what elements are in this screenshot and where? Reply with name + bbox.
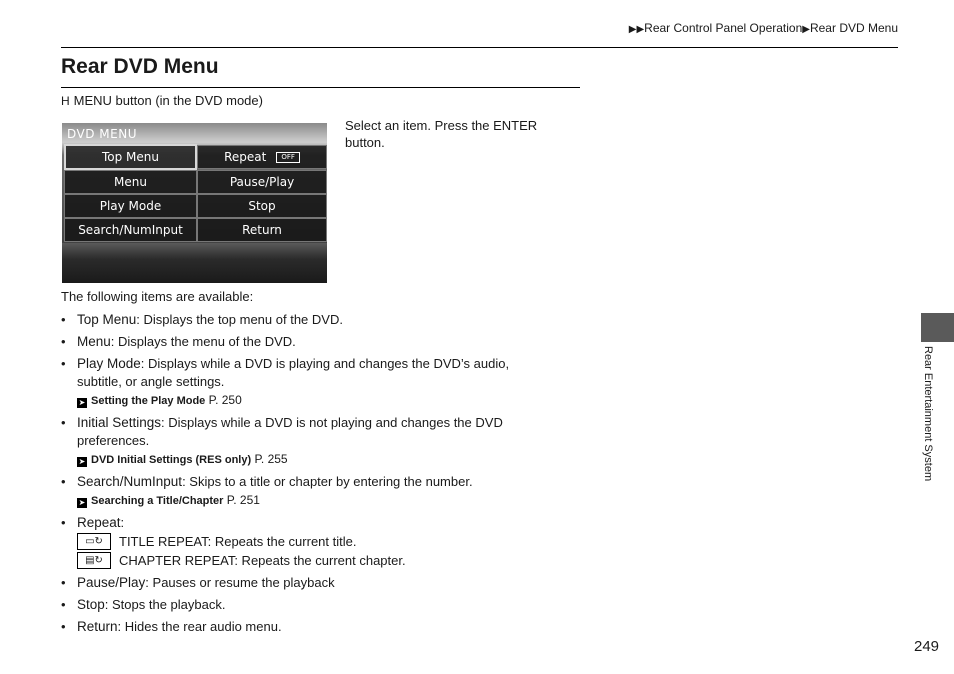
section-label: Rear Entertainment System — [922, 346, 934, 482]
screen-button-repeat — [197, 145, 327, 169]
list-item: • Pause/Play: Pauses or resume the playback — [61, 575, 335, 590]
items-list — [61, 311, 551, 640]
cross-reference-link[interactable]: ➤ DVD Initial Settings (RES only) P. 255 — [78, 452, 288, 466]
screen-button-menu: Menu — [64, 170, 197, 194]
menu-note-text: MENU button (in the DVD mode) — [73, 93, 263, 108]
reference-arrow-icon: ➤ — [78, 498, 86, 507]
hotkey-icon: H — [61, 94, 70, 108]
list-item: • Search/NumInput: Skips to a title or chapter by entering the number. ➤ Searching a Title/Chapter P. 251 — [61, 473, 551, 510]
screen-background — [62, 243, 327, 283]
screen-button-stop: Stop — [197, 194, 327, 218]
screen-button-play-mode: Play Mode — [64, 194, 197, 218]
screen-button-search: Search/NumInput — [64, 218, 197, 242]
breadcrumb — [629, 21, 898, 35]
section-tab[interactable] — [921, 313, 954, 342]
title-divider — [61, 87, 580, 88]
breadcrumb-page: Rear DVD Menu — [809, 21, 898, 35]
menu-button-note — [61, 93, 263, 108]
screen-button-pause-play: Pause/Play — [197, 170, 327, 194]
screen-button-return: Return — [197, 218, 327, 242]
list-item: • Top Menu: Displays the top menu of the DVD. — [61, 312, 343, 327]
page-number: 249 — [914, 638, 940, 655]
breadcrumb-arrow-icon: ▶▶ — [628, 24, 645, 35]
chapter-repeat-icon: ▤↻ — [77, 552, 111, 569]
cross-reference-link[interactable]: ➤ Searching a Title/Chapter P. 251 — [78, 493, 260, 507]
header-divider — [61, 47, 898, 48]
list-item: • Return: Hides the rear audio menu. — [61, 619, 282, 634]
list-item: • Initial Settings: Displays while a DVD is not playing and changes the DVD preferences. ➤ DVD Initial Settings (RES only) P. 255 — [61, 414, 551, 469]
reference-arrow-icon: ➤ — [78, 398, 86, 407]
intro-text: The following items are available: — [61, 289, 254, 304]
screen-title: DVD MENU — [67, 127, 137, 141]
breadcrumb-arrow-icon: ▶ — [802, 24, 810, 35]
cross-reference-link[interactable]: ➤ Setting the Play Mode P. 250 — [78, 393, 242, 407]
instruction-text: Select an item. Press the ENTER button. — [345, 118, 538, 150]
list-item: • Play Mode: Displays while a DVD is playing and changes the DVD’s audio, subtitle, or angle settings. ➤ Setting the Play Mode P. 250 — [61, 355, 551, 410]
reference-arrow-icon: ➤ — [78, 457, 86, 466]
screen-button-repeat-label: Repeat — [224, 150, 267, 164]
title-repeat-icon: ▭↻ — [77, 533, 111, 550]
off-tag: OFF — [276, 152, 300, 163]
list-item: • Repeat: ▭↻ TITLE REPEAT: Repeats the current title. ▤↻ CHAPTER REPEAT: Repeats the current chapter. — [61, 515, 406, 568]
screen-button-top-menu: Top Menu — [64, 144, 197, 170]
list-item: • Menu: Displays the menu of the DVD. — [61, 334, 296, 349]
dvd-menu-screenshot — [62, 123, 327, 283]
list-item: • Stop: Stops the playback. — [61, 597, 226, 612]
breadcrumb-section[interactable]: Rear Control Panel Operation — [644, 21, 803, 35]
page-title: Rear DVD Menu — [61, 55, 219, 78]
